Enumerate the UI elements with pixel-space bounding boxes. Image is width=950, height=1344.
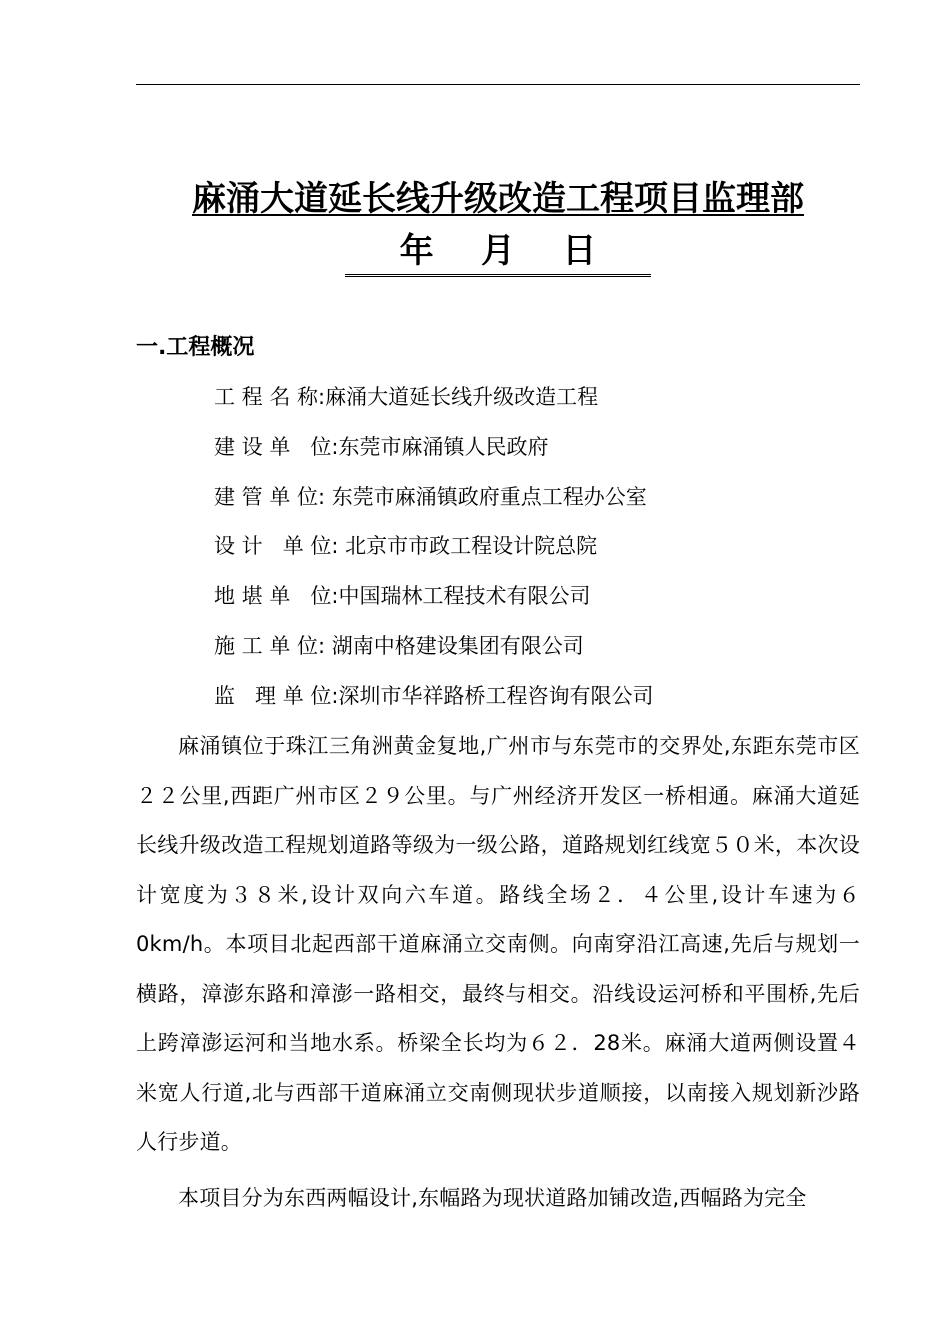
info-supervision-unit: 监 理 单 位:深圳市华祥路桥工程咨询有限公司 — [214, 683, 654, 708]
info-management-unit: 建 管 单 位: 东莞市麻涌镇政府重点工程办公室 — [214, 484, 647, 509]
header-rule — [136, 84, 860, 85]
info-owner: 建 设 单 位:东莞市麻涌镇人民政府 — [214, 434, 549, 459]
body-text — [136, 722, 860, 1223]
section-heading: 一.工程概况 — [136, 335, 255, 360]
project-info-list — [214, 377, 653, 726]
title-line-project: 麻涌大道延长线升级改造工程项目监理部 — [192, 179, 804, 219]
info-construction-unit: 施 工 单 位: 湖南中格建设集团有限公司 — [214, 633, 584, 658]
info-project-name: 工 程 名 称:麻涌大道延长线升级改造工程 — [214, 385, 599, 409]
title-line-date: 年 月 日 — [345, 228, 651, 277]
info-design-unit: 设 计 单 位: 北京市市政工程设计院总院 — [214, 534, 598, 559]
info-survey-unit: 地 堪 单 位:中国瑞林工程技术有限公司 — [214, 584, 591, 609]
document-title — [136, 176, 860, 277]
paragraph-overview: 麻涌镇位于珠江三角洲黄金复地,广州市与东莞市的交界处,东距东莞市区２２公里,西距广州市区２９公里。与广州经济开发区一桥相通。麻涌大道延长线升级改造工程规划道路等级为一级公路，道路规划红线宽５０米，本次设计宽度为３８米,设计双向六车道。路线全场２．４公里,设计车速为６0km/h。本项目北起西部干道麻涌立交南侧。向南穿沿江高速,先后与规划一横路，漳澎东路和漳澎一路相交，最终与相交。沿线设运河桥和平围桥,先后上跨漳澎运河和当地水系。桥梁全长均为６２．28米。麻涌大道两侧设置４米宽人行道,北与西部干道麻涌立交南侧现状步道顺接，以南接入规划新沙路人行步道。 — [136, 734, 860, 1154]
paragraph-design: 本项目分为东西两幅设计,东幅路为现状道路加铺改造,西幅路为完全 — [178, 1185, 807, 1210]
